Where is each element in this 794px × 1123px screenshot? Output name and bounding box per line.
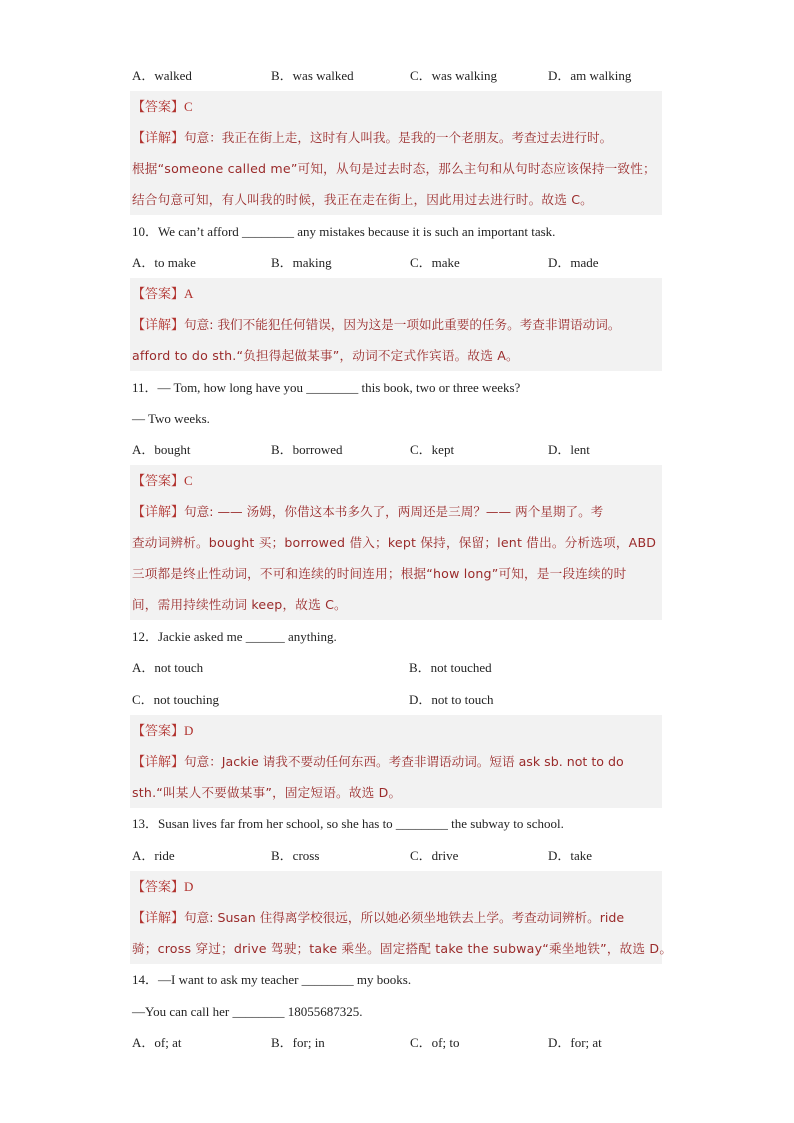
q10-option-b: B．making	[271, 255, 332, 270]
q13-answer-line	[130, 871, 662, 902]
q13-detail-line-1	[130, 902, 662, 933]
q12-options-row-1	[132, 652, 662, 683]
q11-question-reply: — Two weeks.	[132, 411, 210, 426]
q11-detail-text-1: 句意: —— 汤姆，你借这本书多久了，两周还是三周？—— 两个星期了。考	[184, 504, 604, 519]
q9-answer: C	[184, 99, 193, 114]
q12-option-a: A．not touch	[132, 660, 204, 675]
q9-detail-line-3	[130, 184, 662, 215]
q9-detail-line-2	[130, 153, 662, 184]
detail-tag: 【详解】	[132, 131, 185, 146]
q14-option-a: A．of; at	[132, 1035, 182, 1050]
q12-option-d: D．not to touch	[409, 692, 494, 707]
q9-detail-text-3: 结合句意可知，有人叫我的时候，我正在走在街上，因此用过去进行时。故选 C。	[132, 192, 593, 207]
answer-tag: 【答案】	[132, 474, 185, 489]
q9-option-a: A．walked	[132, 68, 192, 83]
q12-detail-text-2: sth.“叫某人不要做某事”，固定短语。故选 D。	[132, 785, 402, 800]
detail-tag: 【详解】	[132, 318, 185, 333]
q11-answer: C	[184, 473, 193, 488]
answer-tag: 【答案】	[132, 724, 185, 739]
q12-option-c: C．not touching	[132, 692, 220, 707]
q9-option-d: D．am walking	[548, 68, 632, 83]
q13-options	[132, 840, 662, 871]
q13-answer-block	[130, 871, 673, 964]
q9-options	[132, 60, 662, 91]
q11-detail-line-3	[130, 558, 662, 589]
q14-option-d: D．for; at	[548, 1035, 602, 1050]
detail-tag: 【详解】	[132, 505, 185, 520]
q10-question: 10．We can’t afford ________ any mistakes because it is such an important task.	[132, 224, 556, 239]
q12-options-row-2	[132, 684, 662, 715]
q9-detail-text-1: 句意：我正在街上走，这时有人叫我。是我的一个老朋友。考查过去进行时。	[184, 130, 613, 145]
q13-detail-line-2	[130, 933, 673, 964]
q14-option-b: B．for; in	[271, 1035, 325, 1050]
q12-option-b: B．not touched	[409, 660, 492, 675]
q12-detail-line-2	[130, 777, 662, 808]
q10-answer-line	[130, 278, 662, 309]
q10-answer-block	[130, 278, 662, 371]
q11-detail-text-2: 查动词辨析。bought 买；borrowed 借入；kept 保持，保留；lent 借出。分析选项，ABD	[132, 535, 657, 550]
q11-answer-block	[130, 465, 662, 620]
q10-option-d: D．made	[548, 255, 599, 270]
q14-question: 14．—I want to ask my teacher ________ my books.	[132, 972, 412, 987]
q10-detail-text-1: 句意: 我们不能犯任何错误，因为这是一项如此重要的任务。考查非谓语动词。	[184, 317, 621, 332]
q11-detail-line-2	[130, 527, 662, 558]
q10-option-a: A．to make	[132, 255, 196, 270]
q11-option-b: B．borrowed	[271, 442, 343, 457]
q14-option-c: C．of; to	[410, 1035, 460, 1050]
q11-detail-text-3: 三项都是终止性动词，不可和连续的时间连用；根据“how long”可知，是一段连续的时	[132, 566, 627, 581]
q9-option-c: C．was walking	[410, 68, 498, 83]
q10-options	[132, 247, 662, 278]
q13-detail-text-1: 句意: Susan 住得离学校很远，所以她必须坐地铁去上学。考查动词辨析。ride	[184, 910, 625, 925]
q10-detail-line-2	[130, 340, 662, 371]
answer-tag: 【答案】	[132, 880, 185, 895]
q12-detail-text-1: 句意：Jackie 请我不要动任何东西。考查非谓语动词。短语 ask sb. not to do	[184, 754, 624, 769]
q9-detail-text-2: 根据“someone called me”可知，从句是过去时态，那么主句和从句时态应该保持一致性；	[132, 161, 656, 176]
q11-option-a: A．bought	[132, 442, 191, 457]
answer-tag: 【答案】	[132, 100, 185, 115]
q12-question: 12．Jackie asked me ______ anything.	[132, 629, 337, 644]
q14-question-reply: —You can call her ________ 18055687325.	[132, 1004, 363, 1019]
q9-answer-line	[130, 91, 662, 122]
q10-answer: A	[184, 286, 194, 301]
q11-options	[132, 434, 662, 465]
q11-answer-line	[130, 465, 662, 496]
q12-answer-line	[130, 715, 662, 746]
q13-answer: D	[184, 879, 194, 894]
q14-options	[132, 1027, 662, 1058]
q13-option-b: B．cross	[271, 848, 320, 863]
q11-option-c: C．kept	[410, 442, 455, 457]
q10-option-c: C．make	[410, 255, 460, 270]
q12-answer-block	[130, 715, 662, 808]
q12-answer: D	[184, 723, 194, 738]
q13-option-c: C．drive	[410, 848, 459, 863]
q11-option-d: D．lent	[548, 442, 590, 457]
q11-question: 11．— Tom, how long have you ________ this book, two or three weeks?	[132, 380, 521, 395]
q11-detail-line-4	[130, 589, 662, 620]
q13-option-a: A．ride	[132, 848, 175, 863]
q11-detail-line-1	[130, 496, 662, 527]
q13-question: 13．Susan lives far from her school, so she has to ________ the subway to school.	[132, 816, 564, 831]
q10-detail-text-2: afford to do sth.“负担得起做某事”，动词不定式作宾语。故选 A。	[132, 348, 519, 363]
q11-detail-text-4: 间，需用持续性动词 keep，故选 C。	[132, 597, 347, 612]
detail-tag: 【详解】	[132, 911, 185, 926]
q10-detail-line-1	[130, 309, 662, 340]
q9-answer-block	[130, 91, 662, 215]
answer-tag: 【答案】	[132, 287, 185, 302]
q9-detail-line-1	[130, 122, 662, 153]
q13-option-d: D．take	[548, 848, 593, 863]
detail-tag: 【详解】	[132, 755, 185, 770]
q9-option-b: B．was walked	[271, 68, 354, 83]
q13-detail-text-2: 骑；cross 穿过；drive 驾驶；take 乘坐。固定搭配 take the subway“乘坐地铁”，故选 D。	[132, 941, 673, 956]
q12-detail-line-1	[130, 746, 662, 777]
